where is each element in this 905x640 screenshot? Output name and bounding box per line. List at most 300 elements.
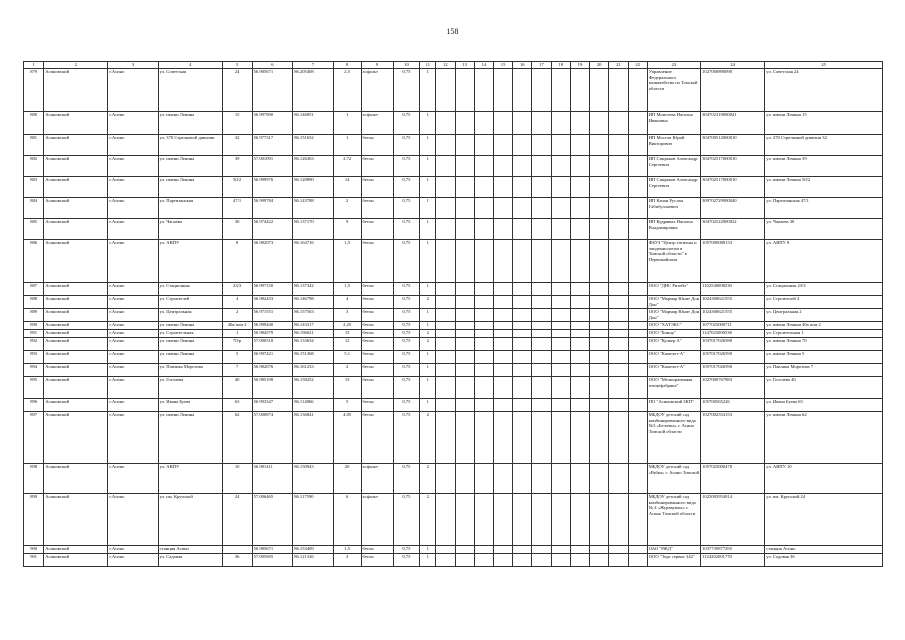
cell-ogrn: 1037739877295: [701, 546, 765, 554]
table-row: [24, 351, 883, 364]
cell-empty: [513, 296, 532, 309]
cell-cnt: 1: [420, 364, 436, 377]
cell-district: Асиновский: [44, 554, 108, 567]
column-number: 2: [44, 62, 108, 69]
cell-empty: [570, 464, 589, 494]
cell-vol: 0,75: [393, 198, 420, 219]
cell-empty: [436, 240, 455, 283]
cell-empty: [590, 198, 609, 219]
cell-empty: [493, 177, 512, 198]
cell-owner: ООО "Мармар Юнит Дон Дон": [648, 296, 700, 307]
cell-locality: г.Асино: [108, 377, 158, 399]
cell-house: 24: [222, 494, 252, 546]
cell-ogrn: 304702517000010: [701, 156, 765, 177]
cell-empty: [590, 309, 609, 322]
cell-empty: [474, 464, 493, 494]
cell-area: 20: [333, 464, 361, 494]
cell-empty: [455, 240, 474, 283]
cell-empty: [455, 135, 474, 156]
cell-empty: [590, 399, 609, 412]
cell-house: 24: [222, 69, 252, 112]
cell-empty: [609, 412, 628, 464]
cell-area: 5: [333, 399, 361, 412]
cell-empty: [493, 219, 512, 240]
cell-n: 895: [24, 377, 44, 399]
cell-empty: [628, 283, 647, 296]
cell-district: Асиновский: [44, 330, 108, 338]
cell-lat: 56.981411: [252, 464, 293, 494]
cell-address: ул. имени Ленина 39: [765, 156, 883, 177]
cell-empty: [493, 554, 512, 567]
cell-empty: [590, 338, 609, 351]
cell-empty: [628, 156, 647, 177]
cell-vol: 0,75: [393, 240, 420, 283]
cell-locality: г.Асино: [108, 156, 158, 177]
cell-locality: г.Асино: [108, 219, 158, 240]
cell-cover: бетон: [361, 177, 393, 198]
cell-district: Асиновский: [44, 546, 108, 554]
cell-cover: асфальт: [361, 464, 393, 494]
cell-empty: [513, 177, 532, 198]
cell-lon: 86.150943: [293, 464, 334, 494]
column-number: 9: [361, 62, 393, 69]
cell-district: Асиновский: [44, 112, 108, 135]
column-number: 14: [474, 62, 493, 69]
cell-lon: 86.153409: [293, 546, 334, 554]
cell-empty: [628, 296, 647, 309]
table-row: [24, 219, 883, 240]
cell-ogrn: 1037017026580: [701, 338, 765, 351]
cell-n: 894: [24, 364, 44, 377]
cell-street: ул. Садовая: [158, 554, 222, 567]
cell-vol: 0,75: [393, 283, 420, 296]
cell-empty: [532, 412, 551, 464]
cell-empty: [570, 351, 589, 364]
cell-empty: [455, 377, 474, 399]
cell-empty: [609, 351, 628, 364]
cell-area: 5,1: [333, 351, 361, 364]
cell-address: ул. Советская 24: [765, 69, 883, 112]
column-number: 4: [158, 62, 222, 69]
cell-empty: [628, 351, 647, 364]
cell-address: ул. имени Ленина 70: [765, 338, 883, 351]
cell-address: ул. Строителей 4: [765, 296, 883, 309]
table-row: [24, 69, 883, 112]
cell-address: ул. Чапаева 30: [765, 219, 883, 240]
cell-house: 47/1: [222, 198, 252, 219]
cell-empty: [590, 377, 609, 399]
cell-n: 896: [24, 399, 44, 412]
cell-lat: 56.993347: [252, 399, 293, 412]
cell-district: Асиновский: [44, 338, 108, 351]
cell-empty: [474, 296, 493, 309]
cell-area: 2,72: [333, 156, 361, 177]
cell-cover: бетон: [361, 338, 393, 351]
cell-street: ул. Советская: [158, 69, 222, 112]
cell-empty: [570, 156, 589, 177]
table-row: [24, 494, 883, 546]
cell-empty: [551, 112, 570, 135]
cell-empty: [436, 351, 455, 364]
cell-lon: 86.146851: [293, 112, 334, 135]
cell-empty: [455, 177, 474, 198]
cell-house: 70/р: [222, 338, 252, 351]
cell-empty: [570, 322, 589, 330]
cell-district: Асиновский: [44, 296, 108, 309]
cell-locality: г.Асино: [108, 330, 158, 338]
cell-empty: [590, 240, 609, 283]
cell-empty: [493, 399, 512, 412]
cell-lat: 56.971551: [252, 309, 293, 322]
cell-street: ул. Стационная: [158, 283, 222, 296]
cell-empty: [532, 296, 551, 309]
cell-empty: [590, 69, 609, 112]
cell-address: ул. имени Ленина 50/2: [765, 177, 883, 198]
cell-owner: ООО "ХАТЭКС": [647, 322, 700, 330]
cell-street: ул. имени Ленина: [158, 156, 222, 177]
cell-empty: [609, 464, 628, 494]
cell-locality: г.Асино: [108, 296, 158, 309]
cell-empty: [474, 377, 493, 399]
cell-house: 8: [222, 240, 252, 283]
cell-cnt: 1: [420, 135, 436, 156]
cell-empty: [609, 177, 628, 198]
cell-vol: 0,75: [393, 309, 420, 322]
cell-empty: [513, 198, 532, 219]
cell-house: 1: [222, 330, 252, 338]
cell-empty: [513, 283, 532, 296]
cell-locality: г.Асино: [108, 554, 158, 567]
cell-lon: 86.117590: [293, 494, 334, 546]
cell-house: [222, 546, 252, 554]
cell-empty: [474, 156, 493, 177]
cell-n: 897: [24, 412, 44, 464]
cell-district: Асиновский: [44, 198, 108, 219]
cell-empty: [609, 283, 628, 296]
cell-cnt: 1: [420, 546, 436, 554]
cell-vol: 0,75: [393, 412, 420, 464]
cell-empty: [493, 112, 512, 135]
cell-ogrn: 1102540008230: [701, 283, 765, 296]
cell-ogrn: 1057017026590: [701, 364, 765, 377]
cell-street: ул. Гоголева: [158, 377, 222, 399]
cell-cover: бетон: [361, 156, 393, 177]
cell-empty: [532, 351, 551, 364]
cell-n: 899: [24, 494, 44, 546]
cell-empty: [532, 283, 551, 296]
cell-vol: 0,75: [393, 399, 420, 412]
cell-lat: 56.999784: [252, 198, 293, 219]
cell-street: ул. Центральная: [158, 309, 222, 322]
cell-owner: ООО "Бинор": [647, 330, 700, 338]
cell-locality: г.Асино: [108, 364, 158, 377]
cell-lat: 56.982076: [252, 364, 293, 377]
cell-empty: [436, 364, 455, 377]
cell-street: станция Асино: [158, 546, 222, 554]
cell-empty: [551, 412, 570, 464]
table-row: [24, 112, 883, 135]
column-number: 24: [701, 62, 765, 69]
cell-empty: [474, 546, 493, 554]
cell-empty: [455, 554, 474, 567]
cell-cover: бетон: [361, 322, 393, 330]
cell-empty: [455, 546, 474, 554]
cell-cover: асфальт: [361, 494, 393, 546]
cell-empty: [609, 112, 628, 135]
cell-empty: [493, 464, 512, 494]
cell-empty: [628, 412, 647, 464]
cell-empty: [551, 240, 570, 283]
cell-empty: [513, 351, 532, 364]
column-number: 20: [590, 62, 609, 69]
cell-house: 32: [222, 135, 252, 156]
cell-empty: [628, 69, 647, 112]
cell-empty: [513, 554, 532, 567]
cell-district: Асиновский: [44, 377, 108, 399]
cell-empty: [570, 219, 589, 240]
cell-lon: 86.137170: [293, 219, 334, 240]
cell-empty: [513, 219, 532, 240]
cell-empty: [493, 309, 512, 322]
cell-empty: [436, 546, 455, 554]
column-number: 23: [647, 62, 700, 69]
cell-lon: 86.151652: [293, 135, 334, 156]
cell-lon: 86.136841: [293, 412, 334, 464]
cell-empty: [532, 219, 551, 240]
cell-empty: [628, 240, 647, 283]
cell-n: 893: [24, 351, 44, 364]
cell-address: ул. им. Крупской 24: [765, 494, 883, 546]
column-number: 10: [393, 62, 420, 69]
cell-empty: [609, 338, 628, 351]
cell-empty: [609, 296, 628, 309]
cell-cover: бетон: [361, 377, 393, 399]
cell-locality: г.Асино: [108, 69, 158, 112]
cell-empty: [436, 156, 455, 177]
cell-cnt: 1: [420, 399, 436, 412]
cell-empty: [551, 464, 570, 494]
cell-cover: асфальт: [361, 112, 393, 135]
cell-empty: [551, 219, 570, 240]
column-number: 11: [420, 62, 436, 69]
cell-empty: [609, 330, 628, 338]
cell-street: ул. имени Ленина: [158, 338, 222, 351]
table-row: [24, 135, 883, 156]
cell-empty: [513, 322, 532, 330]
cell-empty: [474, 198, 493, 219]
cell-empty: [493, 377, 512, 399]
cell-empty: [455, 283, 474, 296]
cell-district: Асиновский: [44, 156, 108, 177]
cell-street: ул. имени Ленина: [158, 322, 222, 330]
cell-empty: [436, 296, 455, 309]
cell-empty: [493, 494, 512, 546]
cell-house: 63: [222, 399, 252, 412]
cell-empty: [436, 554, 455, 567]
cell-empty: [474, 112, 493, 135]
cell-n: 891: [24, 330, 44, 338]
cell-empty: [513, 399, 532, 412]
cell-street: ул. АВПУ: [158, 240, 222, 283]
cell-empty: [532, 112, 551, 135]
cell-empty: [436, 322, 455, 330]
cell-lat: 56.977317: [252, 135, 293, 156]
cell-street: ул. Павлика Морозова: [158, 364, 222, 377]
cell-empty: [590, 135, 609, 156]
cell-empty: [513, 330, 532, 338]
cell-owner: ФБУЗ "Центр гигиены и эпидемиологии в Томской области" в Первомайском: [647, 240, 700, 283]
cell-empty: [551, 554, 570, 567]
cell-cnt: 1: [420, 240, 436, 283]
cell-empty: [436, 283, 455, 296]
cell-locality: г.Асино: [108, 464, 158, 494]
cell-owner: ИП Качан Руслан Габибуллаевич: [647, 198, 700, 219]
cell-empty: [532, 330, 551, 338]
cell-address: станция Асино: [765, 546, 883, 554]
cell-district: Асиновский: [44, 322, 108, 330]
cell-owner: Управление Федерального казначейства по Томской области: [647, 69, 700, 112]
cell-locality: г.Асино: [108, 135, 158, 156]
cell-cnt: 1: [420, 198, 436, 219]
cell-empty: [474, 240, 493, 283]
cell-empty: [628, 112, 647, 135]
table-row: [24, 322, 883, 330]
cell-empty: [474, 554, 493, 567]
cell-empty: [551, 330, 570, 338]
cell-district: Асиновский: [44, 135, 108, 156]
cell-empty: [570, 135, 589, 156]
cell-n: 888: [24, 296, 44, 309]
cell-area: 1: [333, 135, 361, 156]
cell-lat: 57.005695: [252, 554, 293, 567]
column-number: 17: [532, 62, 551, 69]
cell-empty: [493, 412, 512, 464]
cell-empty: [493, 240, 512, 283]
cell-locality: г.Асино: [108, 546, 158, 554]
cell-vol: 0,75: [393, 177, 420, 198]
cell-empty: [551, 198, 570, 219]
cell-lon: 86.205408: [293, 69, 334, 112]
cell-address: ул. Садовая 36: [765, 554, 883, 567]
cell-area: 15: [333, 377, 361, 399]
cell-owner: ИП Мостов Юрий Викторович: [647, 135, 700, 156]
cell-street: ул. имени Ленина: [158, 412, 222, 464]
cell-ogrn: 1025005954014: [701, 494, 765, 546]
cell-vol: 0,75: [393, 546, 420, 554]
cell-address: ул. 370 Стрелковой дивизии 32: [765, 135, 883, 156]
cell-empty: [628, 322, 647, 330]
cell-district: Асиновский: [44, 399, 108, 412]
cell-vol: 0,75: [393, 69, 420, 112]
cell-empty: [455, 322, 474, 330]
cell-house: 36: [222, 554, 252, 567]
cell-cnt: 1: [420, 377, 436, 399]
cell-empty: [455, 494, 474, 546]
cell-ogrn: 1057000088133: [701, 240, 765, 283]
cell-empty: [532, 156, 551, 177]
cell-address: ул. Партизанская 47/1: [765, 198, 883, 219]
cell-empty: [532, 377, 551, 399]
cell-empty: [513, 364, 532, 377]
cell-empty: [513, 377, 532, 399]
cell-empty: [455, 330, 474, 338]
cell-cover: бетон: [361, 351, 393, 364]
cell-ogrn: 1027000767883: [701, 377, 765, 399]
cell-owner: МБДОУ детский сад комбинированного вида №3 «Белочка» г. Асино Томской области: [647, 412, 700, 464]
cell-cover: бетон: [361, 219, 393, 240]
cell-empty: [570, 177, 589, 198]
cell-empty: [570, 112, 589, 135]
cell-n: 898: [24, 464, 44, 494]
cell-address: ул. Стационная 23/3: [765, 283, 883, 296]
cell-empty: [628, 135, 647, 156]
cell-cnt: 1: [420, 219, 436, 240]
cell-empty: [570, 296, 589, 309]
cell-empty: [455, 399, 474, 412]
cell-empty: [628, 338, 647, 351]
cell-ogrn: 1057017026590: [701, 351, 765, 364]
cell-address: ул. Гоголева 40: [765, 377, 883, 399]
cell-owner: ИП Спирьков Александр Сергеевич: [647, 156, 700, 177]
cell-address: ул. имени Ленина 5: [765, 351, 883, 364]
cell-empty: [436, 112, 455, 135]
cell-empty: [590, 330, 609, 338]
cell-lat: 56.985198: [252, 377, 293, 399]
cell-ogrn: 304702517000010: [701, 177, 765, 198]
cell-empty: [570, 283, 589, 296]
cell-locality: г.Асино: [108, 412, 158, 464]
cell-house: 7: [222, 364, 252, 377]
cell-n: 881: [24, 135, 44, 156]
cell-empty: [628, 198, 647, 219]
cell-district: Асиновский: [44, 412, 108, 464]
table-row: [24, 156, 883, 177]
cell-empty: [455, 219, 474, 240]
cell-empty: [474, 330, 493, 338]
cell-empty: [590, 283, 609, 296]
cell-lat: 57.000874: [252, 412, 293, 464]
cell-district: Асиновский: [44, 351, 108, 364]
cell-cover: бетон: [361, 240, 393, 283]
cell-locality: г.Асино: [108, 198, 158, 219]
cell-locality: г.Асино: [108, 240, 158, 283]
cell-address: ул. Ивана Буева 63: [765, 399, 883, 412]
cell-lat: 56.982073: [252, 240, 293, 283]
cell-empty: [532, 322, 551, 330]
cell-empty: [609, 219, 628, 240]
cell-cover: бетон: [361, 283, 393, 296]
cell-empty: [628, 219, 647, 240]
cell-cnt: 2: [420, 338, 436, 351]
column-number: 12: [436, 62, 455, 69]
cell-address: ул. имени Ленина 62: [765, 412, 883, 464]
cell-empty: [590, 412, 609, 464]
cell-empty: [551, 177, 570, 198]
cell-n: 883: [24, 177, 44, 198]
cell-owner: ООО "Камелот-А": [647, 364, 700, 377]
cell-vol: 0,75: [393, 112, 420, 135]
table-row: [24, 546, 883, 554]
cell-district: Асиновский: [44, 69, 108, 112]
cell-lon: 86.143317: [293, 322, 334, 330]
cell-ogrn: 1024300621555: [701, 296, 765, 309]
cell-house: 50/2: [222, 177, 252, 198]
cell-ogrn: 1124202001770: [701, 554, 765, 567]
table-row: [24, 399, 883, 412]
cell-empty: [551, 351, 570, 364]
cell-address: ул. Павлика Морозова 7: [765, 364, 883, 377]
column-number: 13: [455, 62, 474, 69]
